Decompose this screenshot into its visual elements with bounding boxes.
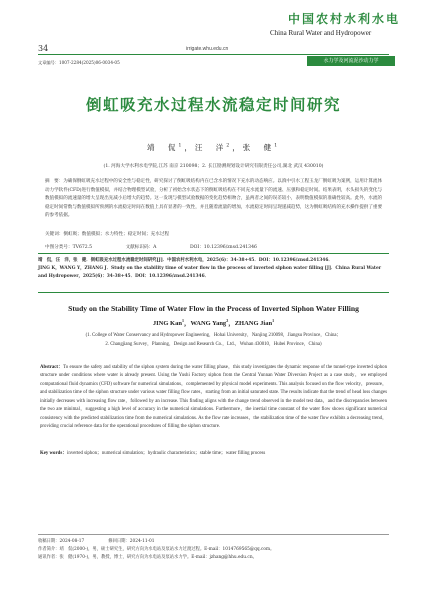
author-affiliation-mark: 1 bbox=[178, 143, 185, 149]
classification-row bbox=[45, 244, 382, 250]
author-name: 张 健 bbox=[242, 143, 275, 152]
abstract-cn: 摘 要：为确保倒虹吸充水过程中的安全性与稳定性，研究探讨了倒虹吸结构内在已含水的情况下充水的动态响应。以滇中引水工程玉龙厂倒虹吸为案例，运用计算流体动力学软件(CFD)进行数值模拟，并结合物理模型试验，分析了初始含水状态下的倒虹吸结构在不同充水流量下的流速、压强和稳定时间。结果表明，水头损失的变化与数值模拟的流速量的增大呈现出先减小后增大的趋势。这一发现与模型试验数据的变化趋势相吻合，虽两者之间的误差较小，表明数值模拟的准确性较高。此外，水流的稳定时间常数与数值模拟所预测的水流稳定时间在数值上具有显著的一致性，并且随着流量的增加，水流稳定时间呈现递减趋势，这为倒虹吸结构的充水操作提供了重要的参考依据。 bbox=[45, 179, 382, 219]
authors-cn: 靖 侃$^1$，汪 洋$^2$，张 健$^1$ bbox=[146, 143, 281, 152]
author-affiliation-mark: 2 bbox=[226, 318, 229, 323]
author-name: 汪 洋 bbox=[194, 143, 227, 152]
author-affiliation-mark: 2 bbox=[226, 143, 233, 149]
citation-cn: 靖 侃，汪 洋，张 健．倒虹吸充水过程水流稳定时间研究[J]．中国农村水利水电，2025(6)：34-38+45．DOI：10.12396/znsd.241346． bbox=[38, 258, 333, 263]
affiliation-en-line: (1. College of Water Conservancy and Hydropower Engineering，Hohai University，Nanjing 210098，Jiangsu Province，China； bbox=[85, 333, 342, 338]
revised-date: 修回日期：2024-11-01 bbox=[108, 539, 155, 544]
document-code: 文献标识码：A bbox=[125, 245, 157, 250]
article-title-cn: 倒虹吸充水过程水流稳定时间研究 bbox=[85, 96, 341, 114]
divider bbox=[38, 253, 389, 254]
journal-title-cn: 中国农村水利水电 bbox=[288, 12, 401, 26]
received-date: 收稿日期：2024-08-17 bbox=[38, 539, 85, 544]
section-tag: 水力学及河流泥沙动力学 bbox=[307, 56, 395, 66]
first-author-note: 作者简介：靖 侃(2000-)，男，硕士研究生，研究方向为水电站及泵站水力过渡过程。E-mail：1014769565@qq.com。 bbox=[38, 546, 275, 552]
affiliation-en-line: 2. Changjiang Survey，Planning，Design and Research Co.，Ltd.，Wuhan 430010，Hubei Province，China) bbox=[105, 342, 322, 347]
header-rule bbox=[38, 54, 389, 55]
page-number: 34 bbox=[38, 44, 49, 53]
author-affiliation-mark: 1 bbox=[272, 318, 275, 323]
abstract-en-text: To ensure the safety and stability of the siphon system during the water filling phase，this study investigates the dynamic response of the tunnel-type inverted siphon structure under conditions where water is already present. Using the Yushi Factory siphon from the Central Yunnan Water Diversion Project as a case study，we employed computational fluid dynamics (CFD) software for numerical simulations，complemented by physical model experiments. This analysis focused on the flow velocity，pressure，and stabilization time of the siphon structure under various water filling flow rates，starting from an initial saturated state. The results indicate that the trend of head loss changes initially decreases with increasing flow rate，followed by an increase. This finding aligns with the change trend observed in the model test data，and the discrepancies between the two are minimal，suggesting a high level of accuracy in the numerical simulations. Furthermore，the inertial time constant of the water flow shows significant numerical consistency with the predicted stabilization time from the numerical simulations. As the flow rate increases，the stabilization time of the water flow exhibits a decreasing trend，providing crucial reference data for the operational procedures of filling the siphon structure. bbox=[40, 365, 387, 430]
affiliation-cn: (1. 河海大学水利水电学院,江苏 南京 210098；2. 长江勘测规划设计研究有限责任公司,湖北 武汉 430010) bbox=[103, 164, 324, 169]
author-name: ZHANG Jian bbox=[234, 320, 273, 328]
divider bbox=[38, 292, 389, 293]
authors-en: JING Kan$^1$，WANG Yang$^2$，ZHANG Jian$^1$ bbox=[152, 318, 275, 328]
keywords-en bbox=[40, 449, 387, 456]
author-affiliation-mark: 1 bbox=[274, 143, 281, 149]
abstract-en bbox=[40, 364, 387, 432]
keywords-en-text: inverted siphon；numerical simulation；hydraulic characteristics；stable time；water filling process bbox=[67, 451, 266, 456]
citation-block bbox=[38, 257, 389, 281]
affiliation-en bbox=[38, 331, 389, 349]
keywords-label: Key words： bbox=[40, 451, 68, 456]
corresponding-author-note: 通讯作者：张 健(1970-)，男，教授，博士，研究方向为水电站及泵站水力学。E-mail：jzhang@hhu.edu.cn。 bbox=[38, 554, 257, 560]
classification-number: 中图分类号：TV672.5 bbox=[45, 245, 93, 250]
journal-title-en: China Rural Water and Hydropower bbox=[270, 29, 372, 37]
article-id: 文章编号：1007-2284(2025)06-0034-05 bbox=[38, 60, 120, 65]
abstract-label: Abstract： bbox=[40, 365, 64, 370]
date-row bbox=[38, 538, 389, 546]
keywords-cn: 关键词：倒虹吸；数值模拟；水力特性；稳定时间；充水过程 bbox=[45, 232, 170, 237]
doi-cn[interactable]: DOI：10.12396/znsd.241346 bbox=[189, 245, 257, 250]
footnotes bbox=[38, 538, 389, 561]
author-name: WANG Yang bbox=[190, 320, 227, 328]
author-affiliation-mark: 1 bbox=[181, 318, 184, 323]
author-name: 靖 侃 bbox=[146, 143, 179, 152]
author-name: JING Kan bbox=[152, 320, 182, 328]
article-title-en: Study on the Stability Time of Water Flow in the Process of Inverted Siphon Water Filling bbox=[68, 304, 359, 313]
footer-rule bbox=[38, 534, 389, 535]
citation-en: JING K，WANG Y，ZHANG J．Study on the stability time of water flow in the process of inverted siphon water filling [J]．China Rural Water and Hydropower，2025(6)：34-38+45．DOI：10.12396/znsd.241346． bbox=[38, 266, 382, 279]
journal-website[interactable]: irrigate.whu.edu.cn bbox=[186, 46, 229, 52]
